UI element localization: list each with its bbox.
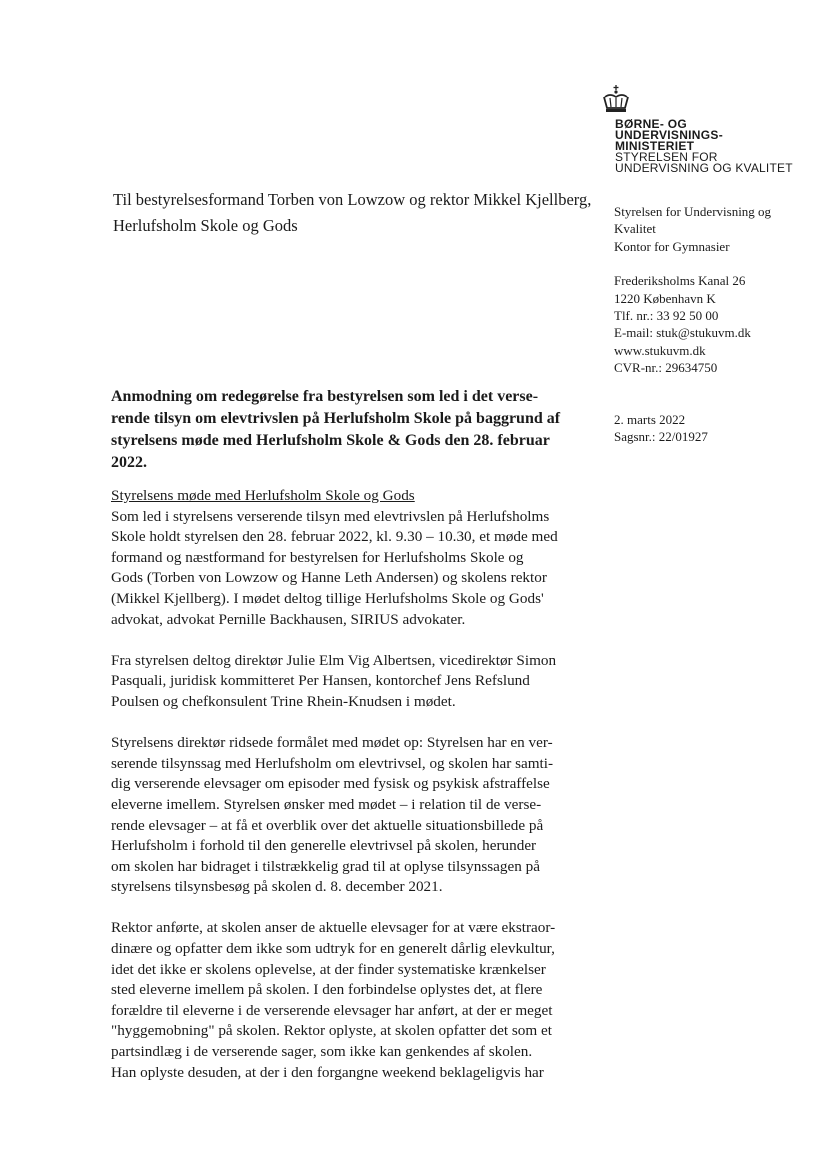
sender-address-line: 1220 København K xyxy=(614,290,716,306)
paragraph-line: om skolen har bidraget i tilstrækkelig grad til at oplyse tilsynssagen på xyxy=(111,857,540,875)
heading-line: 2022. xyxy=(111,454,147,471)
sender-block xyxy=(614,203,814,377)
heading-line: rende tilsyn om elevtrivslen på Herlufsholm Skole på baggrund af xyxy=(111,410,561,427)
paragraph-line: Poulsen og chefkonsulent Trine Rhein-Knudsen i mødet. xyxy=(111,692,456,710)
paragraph-meeting xyxy=(111,486,571,630)
paragraph-line: forældre til eleverne i de verserende elevsager har anført, at der er meget xyxy=(111,1001,553,1019)
paragraph-line: Pasquali, juridisk kommitteret Per Hansen, kontorchef Jens Refslund xyxy=(111,672,530,690)
paragraph-rector xyxy=(111,918,571,1083)
sender-website: www.stukuvm.dk xyxy=(614,342,706,358)
sender-org-line: Styrelsen for Undervisning og xyxy=(614,204,772,219)
paragraph-participants xyxy=(111,651,571,713)
paragraph-line: Herlufsholm i forhold til den generelle elevtrivsel på skolen, herunder xyxy=(111,837,537,855)
agency-name-line: STYRELSEN FOR xyxy=(615,150,718,164)
heading-line: Anmodning om redegørelse fra bestyrelsen som led i det verse- xyxy=(111,388,539,405)
paragraph-line: Han oplyste desuden, at der i den forgangne weekend beklageligvis har xyxy=(111,1063,544,1081)
sender-org-line: Kontor for Gymnasier xyxy=(614,238,730,254)
paragraph-line: dig verserende elevsager om episoder med fysisk og psykisk afstraffelse xyxy=(111,775,550,793)
ministry-name-line: MINISTERIET xyxy=(615,139,695,153)
date-case-block xyxy=(614,411,814,446)
sender-address-line: Frederiksholms Kanal 26 xyxy=(614,273,746,289)
addressee-line: Herlufsholm Skole og Gods xyxy=(113,216,298,235)
paragraph-line: Gods (Torben von Lowzow og Hanne Leth Andersen) og skolens rektor xyxy=(111,569,547,587)
paragraph-line: advokat, advokat Pernille Backhausen, SIRIUS advokater. xyxy=(111,610,466,628)
agency-name-line: UNDERVISNING OG KVALITET xyxy=(615,161,793,175)
paragraph-line: Skole holdt styrelsen den 28. februar 2022, kl. 9.30 – 10.30, et møde med xyxy=(111,528,558,546)
ministry-name-line: BØRNE- OG xyxy=(615,117,688,131)
paragraph-purpose xyxy=(111,733,571,898)
letter-heading xyxy=(111,386,561,474)
paragraph-line: Som led i styrelsens verserende tilsyn med elevtrivslen på Herlufsholms xyxy=(111,507,550,525)
paragraph-line: (Mikkel Kjellberg). I mødet deltog tillige Herlufsholms Skole og Gods' xyxy=(111,589,544,607)
paragraph-line: idet det ikke er skolens oplevelse, at der finder systematiske krænkelser xyxy=(111,960,546,978)
addressee xyxy=(113,187,592,239)
paragraph-line: eleverne imellem. Styrelsen ønsker med mødet – i relation til de verse- xyxy=(111,795,542,813)
sender-org-line: Kvalitet xyxy=(614,221,656,237)
paragraph-line: formand og næstformand for bestyrelsen for Herlufsholms Skole og xyxy=(111,548,524,566)
paragraph-line: styrelsens tilsynsbesøg på skolen d. 8. december 2021. xyxy=(111,878,443,896)
addressee-line: Til bestyrelsesformand Torben von Lowzow og rektor Mikkel Kjellberg, xyxy=(113,190,592,209)
paragraph-line: Rektor anførte, at skolen anser de aktuelle elevsager for at være ekstraor- xyxy=(111,919,556,937)
ministry-name-line: UNDERVISNINGS- xyxy=(615,128,723,142)
section-title: Styrelsens møde med Herlufsholm Skole og Gods xyxy=(111,487,415,504)
paragraph-line: dinære og opfatter dem ikke som udtryk for en generelt dårlig elevkultur, xyxy=(111,940,555,958)
paragraph-line: rende elevsager – at få et overblik over det aktuelle situationsbillede på xyxy=(111,816,544,834)
paragraph-line: partsindlæg i de verserende sager, som ikke kan genkendes af skolen. xyxy=(111,1043,533,1061)
paragraph-line: sted eleverne imellem på skolen. I den forbindelse oplystes det, at flere xyxy=(111,981,543,999)
case-number: Sagsnr.: 22/01927 xyxy=(614,429,708,445)
letter-date: 2. marts 2022 xyxy=(614,412,686,427)
paragraph-line: "hyggemobning" på skolen. Rektor oplyste, at skolen opfatter det som et xyxy=(111,1022,552,1040)
paragraph-line: Styrelsens direktør ridsede formålet med mødet op: Styrelsen har en ver- xyxy=(111,734,553,752)
ministry-header xyxy=(615,119,815,174)
paragraph-line: Fra styrelsen deltog direktør Julie Elm Vig Albertsen, vicedirektør Simon xyxy=(111,651,557,669)
sender-phone: Tlf. nr.: 33 92 50 00 xyxy=(614,308,719,324)
heading-line: styrelsens møde med Herlufsholm Skole & Gods den 28. februar xyxy=(111,432,550,449)
sender-email: E-mail: stuk@stukuvm.dk xyxy=(614,325,751,341)
letter-body xyxy=(111,486,571,1104)
crown-logo-icon xyxy=(599,84,633,116)
sender-cvr: CVR-nr.: 29634750 xyxy=(614,360,718,376)
paragraph-line: serende tilsynssag med Herlufsholm om elevtrivsel, og skolen har samti- xyxy=(111,754,554,772)
